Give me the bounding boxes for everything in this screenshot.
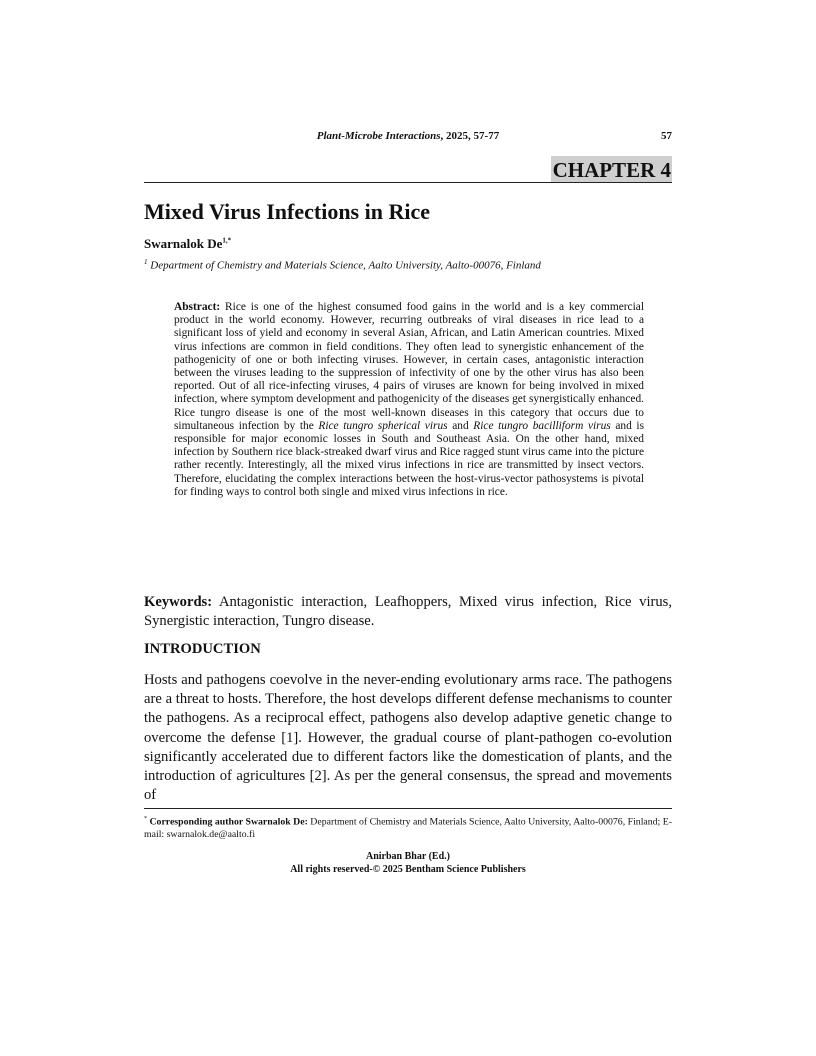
header-rule <box>144 182 672 183</box>
introduction-paragraph: Hosts and pathogens coevolve in the never-ending evolutionary arms race. The pathogens are a threat to hosts. Therefore, the host develops different defense mechanisms to counter the pathogens. As a reciprocal effect, pathogens also develop adaptive genetic change to overcome the defense [1]. However, the gradual course of plant-pathogen co-evolution significantly accelerated due to different factors like the domestication of plants, and the introduction of agricultures [2]. As per the general consensus, the spread and movements of <box>144 672 672 804</box>
section-heading-introduction: INTRODUCTION <box>144 641 261 657</box>
abstract-part1: Rice is one of the highest consumed food gains in the world and is a key commercial product in the world economy. However, recurring outbreaks of viral diseases in rice lead to a significant loss of yield and economy in several Asian, African, and Latin American countries. Mixed virus infections are common in field conditions. They often lead to synergistic enhancement of the pathogenicity of one or both infecting viruses. However, in certain cases, antagonistic interaction between the viruses leading to the suppression of infectivity of one by the other virus has also been reported. Out of all rice-infecting viruses, 4 pairs of viruses are known for being involved in mixed infection, where symptom development and pathogenicity of the diseases get synergistically enhanced. Rice tungro disease is one of the most well-known diseases in this category that occurs due to simultaneous infection by the <box>174 301 644 432</box>
publisher-block <box>144 851 672 876</box>
page-number: 57 <box>661 130 672 142</box>
chapter-label: CHAPTER 4 <box>552 158 671 182</box>
author-line <box>144 236 231 252</box>
abstract <box>174 301 644 499</box>
abstract-label: Abstract: <box>174 301 221 313</box>
affiliation-mark: 1 <box>144 258 148 266</box>
rights-line: All rights reserved-© 2025 Bentham Science Publishers <box>290 863 526 875</box>
keywords-label: Keywords: <box>144 594 213 610</box>
affiliation-text: Department of Chemistry and Materials Science, Aalto University, Aalto-00076, Finland <box>147 259 541 272</box>
affiliation <box>144 258 541 272</box>
abstract-virus1: Rice tungro spherical virus <box>318 419 448 432</box>
chapter-title: Mixed Virus Infections in Rice <box>144 199 430 224</box>
footnote-rule <box>144 808 672 809</box>
running-head <box>144 130 672 146</box>
keywords <box>144 593 672 631</box>
journal-details: , 2025, 57-77 <box>440 130 500 142</box>
footnote-label: Corresponding author Swarnalok De: <box>147 816 308 828</box>
author-name: Swarnalok De <box>144 236 223 251</box>
abstract-and: and <box>447 419 474 432</box>
abstract-virus2: Rice tungro bacilliform virus <box>473 419 611 432</box>
author-marks: 1,* <box>222 236 232 245</box>
abstract-part2: and is responsible for major economic losses in South and Southeast Asia. On the other hand, mixed infection by Southern rice black-streaked dwarf virus and Rice ragged stunt virus came into the picture rather recently. Interestingly, all the mixed virus infections in rice are transmitted by insect vectors. Therefore, elucidating the complex interactions between the host-virus-vector pathosystems is pivotal for finding ways to control both single and mixed virus infections in rice. <box>174 419 645 498</box>
editor-line: Anirban Bhar (Ed.) <box>365 851 450 862</box>
footnote-text: Department of Chemistry and Materials Science, Aalto University, Aalto-00076, Finland; E-mail: swarnalok.de@aalto.fi <box>144 816 672 840</box>
journal-name: Plant-Microbe Interactions <box>316 130 441 142</box>
journal-citation <box>144 130 672 142</box>
keywords-text: Antagonistic interaction, Leafhoppers, Mixed virus infection, Rice virus, Synergistic interaction, Tungro disease. <box>144 594 672 629</box>
footnote <box>144 813 672 841</box>
footnote-mark: * <box>144 816 147 822</box>
